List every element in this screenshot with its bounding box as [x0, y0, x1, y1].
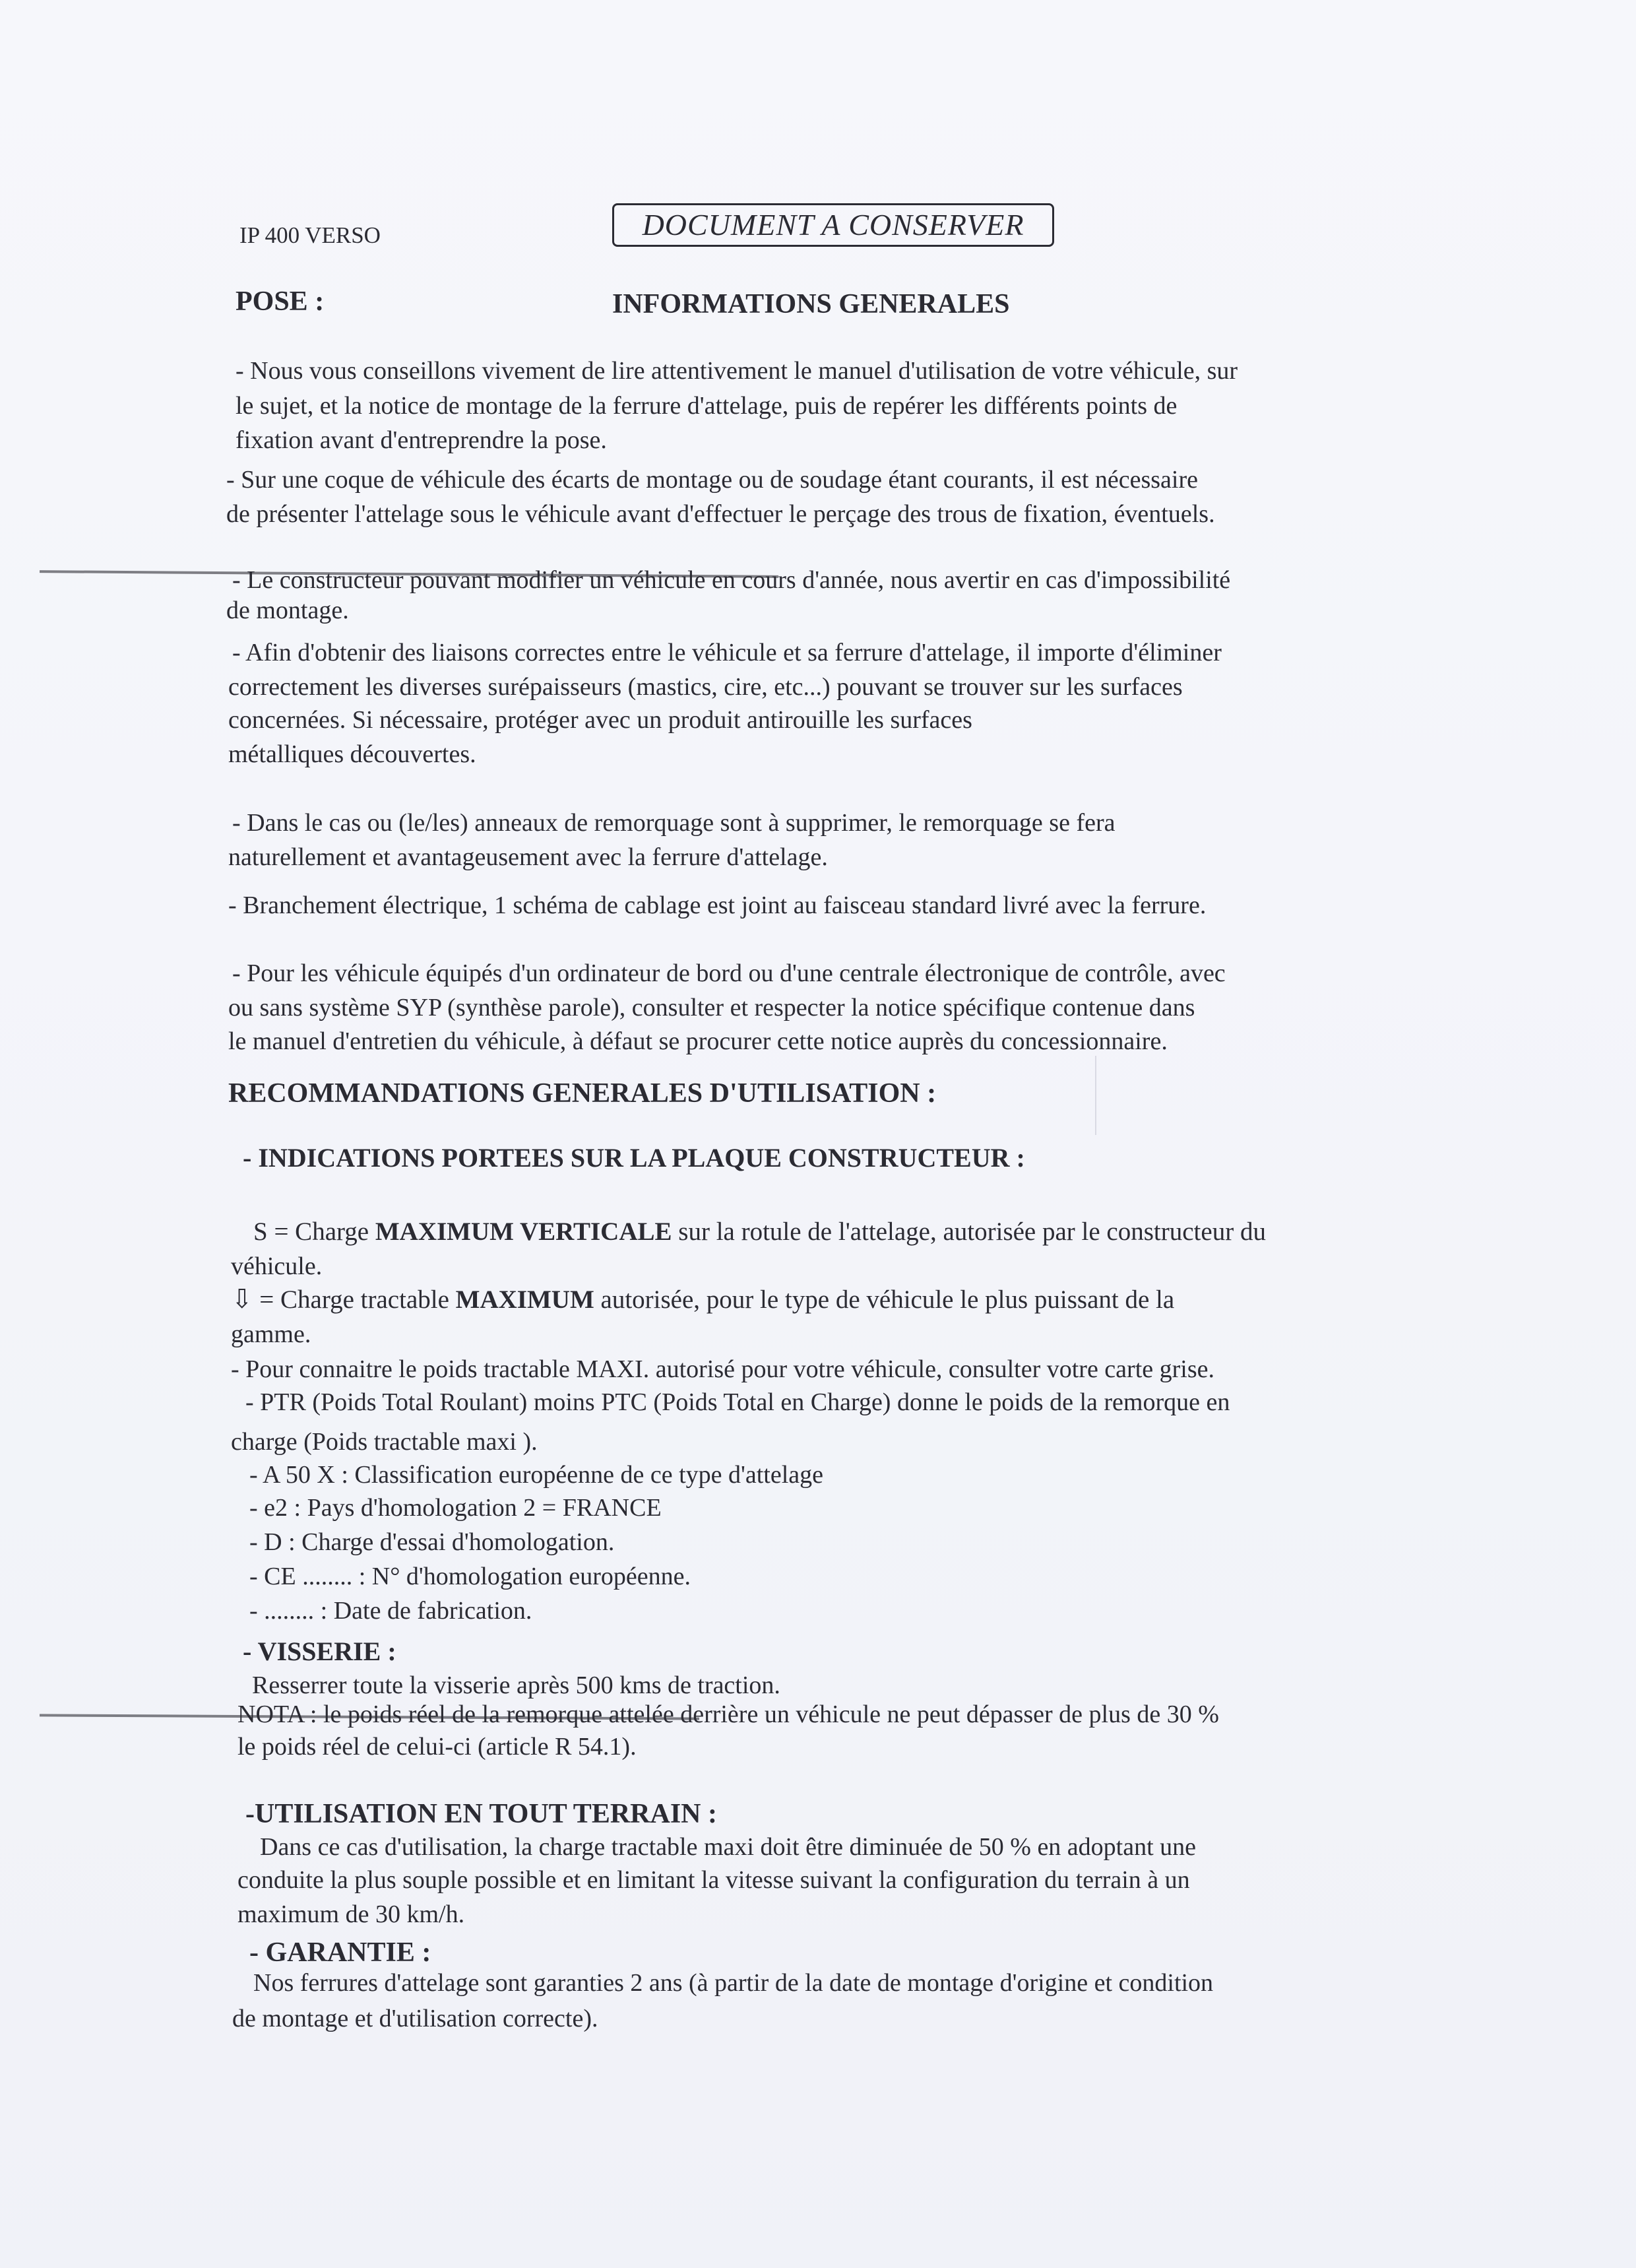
para-line: de montage.	[226, 597, 349, 624]
s-definition-bold: MAXIMUM VERTICALE	[375, 1217, 672, 1246]
ptr-line: - PTR (Poids Total Roulant) moins PTC (Poids Total en Charge) donne le poids de la remorque en	[245, 1388, 1230, 1416]
garantie-line: Nos ferrures d'attelage sont garanties 2 ans (à partir de la date de montage d'origine et condition	[253, 1969, 1214, 1997]
nota-line: le poids réel de celui-ci (article R 54.1).	[237, 1733, 637, 1761]
document-title: DOCUMENT A CONSERVER	[642, 208, 1024, 242]
s-definition-pre: S = Charge	[253, 1217, 375, 1246]
para-line: - Dans le cas ou (le/les) anneaux de remorquage sont à supprimer, le remorquage se fera	[232, 809, 1116, 837]
para-line: - Branchement électrique, 1 schéma de cablage est joint au faisceau standard livré avec la ferrure.	[228, 891, 1207, 919]
ptr-line: charge (Poids tractable maxi ).	[231, 1428, 538, 1456]
code-line: - ........ : Date de fabrication.	[249, 1597, 532, 1625]
tout-terrain-line: Dans ce cas d'utilisation, la charge tractable maxi doit être diminuée de 50 % en adoptant une	[260, 1833, 1197, 1861]
para-line: - Le constructeur pouvant modifier un véhicule en cours d'année, nous avertir en cas d'impossibilité	[232, 566, 1231, 594]
code-line: - CE ........ : N° d'homologation européenne.	[249, 1563, 691, 1590]
para-line: - Pour les véhicule équipés d'un ordinateur de bord ou d'une centrale électronique de contrôle, avec	[232, 959, 1226, 987]
para-line: correctement les diverses surépaisseurs (mastics, cire, etc...) pouvant se trouver sur les surfaces	[228, 673, 1183, 701]
nota-line: NOTA : le poids réel de la remorque attelée derrière un véhicule ne peut dépasser de plus de 30 %	[237, 1701, 1219, 1728]
visserie-text: Resserrer toute la visserie après 500 kms de traction.	[252, 1671, 780, 1699]
para-line: - Afin d'obtenir des liaisons correctes entre le véhicule et sa ferrure d'attelage, il importe d'éliminer	[232, 639, 1222, 666]
general-title: INFORMATIONS GENERALES	[612, 289, 1010, 319]
code-line: - D : Charge d'essai d'homologation.	[249, 1528, 615, 1556]
tout-terrain-title: -UTILISATION EN TOUT TERRAIN :	[245, 1799, 717, 1829]
document-title-box	[612, 203, 1054, 247]
tractable-pre: = Charge tractable	[253, 1285, 456, 1314]
s-definition-cont: véhicule.	[231, 1252, 323, 1280]
para-line: de présenter l'attelage sous le véhicule avant d'effectuer le perçage des trous de fixation, éventuels.	[226, 500, 1215, 528]
s-definition-post: sur la rotule de l'attelage, autorisée par le constructeur du	[672, 1217, 1266, 1246]
pose-label: POSE :	[236, 286, 325, 317]
para-line: le sujet, et la notice de montage de la ferrure d'attelage, puis de repérer les différents points de	[236, 392, 1178, 420]
para-line: ou sans système SYP (synthèse parole), consulter et respecter la notice spécifique contenue dans	[228, 994, 1195, 1021]
garantie-line: de montage et d'utilisation correcte).	[232, 2005, 598, 2032]
para-line: métalliques découvertes.	[228, 740, 476, 768]
para-line: le manuel d'entretien du véhicule, à défaut se procurer cette notice auprès du concessionnaire.	[228, 1027, 1168, 1055]
plaque-title: - INDICATIONS PORTEES SUR LA PLAQUE CONSTRUCTEUR :	[243, 1143, 1025, 1173]
tractable-cont: gamme.	[231, 1320, 311, 1348]
tout-terrain-line: conduite la plus souple possible et en limitant la vitesse suivant la configuration du terrain à un	[237, 1866, 1190, 1894]
para-line: - Sur une coque de véhicule des écarts de montage ou de soudage étant courants, il est nécessaire	[226, 466, 1199, 494]
code-line: - e2 : Pays d'homologation 2 = FRANCE	[249, 1494, 662, 1522]
down-arrow-icon: ⇩	[231, 1284, 253, 1314]
para-line: - Nous vous conseillons vivement de lire attentivement le manuel d'utilisation de votre véhicule, sur	[236, 357, 1238, 385]
poids-line: - Pour connaitre le poids tractable MAXI. autorisé pour votre véhicule, consulter votre carte grise.	[231, 1355, 1214, 1383]
document-code: IP 400 VERSO	[239, 222, 381, 248]
tractable-bold: MAXIMUM	[455, 1285, 594, 1314]
recommendations-title: RECOMMANDATIONS GENERALES D'UTILISATION :	[228, 1078, 937, 1109]
para-line: concernées. Si nécessaire, protéger avec un produit antirouille les surfaces	[228, 706, 972, 734]
visserie-title: - VISSERIE :	[243, 1636, 396, 1666]
para-line: naturellement et avantageusement avec la ferrure d'attelage.	[228, 843, 828, 871]
crease-mark	[1095, 1056, 1096, 1135]
para-line: fixation avant d'entreprendre la pose.	[236, 426, 607, 454]
tractable-definition-line	[231, 1281, 1174, 1318]
s-definition-line	[253, 1214, 1266, 1250]
code-line: - A 50 X : Classification européenne de ce type d'attelage	[249, 1461, 823, 1489]
tractable-post: autorisée, pour le type de véhicule le plus puissant de la	[594, 1285, 1175, 1314]
garantie-title: - GARANTIE :	[249, 1937, 431, 1968]
tout-terrain-line: maximum de 30 km/h.	[237, 1900, 465, 1928]
